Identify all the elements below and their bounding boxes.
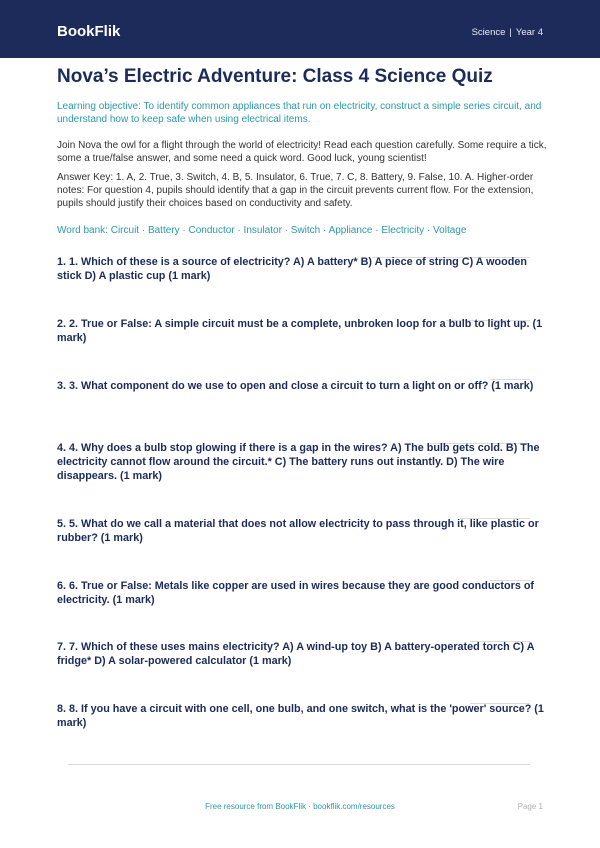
subject-year-label	[472, 27, 543, 39]
question-8: 8. 8. If you have a circuit with one cell, one bulb, and one switch, what is the 'power' source? (1 mark)	[57, 703, 544, 729]
word-bank: Word bank: Circuit · Battery · Conductor · Insulator · Switch · Appliance · Electricity · Voltage	[57, 225, 467, 236]
footer-credit[interactable]: Free resource from BookFlik · bookflik.com/resources	[205, 802, 395, 811]
intro-text: Join Nova the owl for a flight through the world of electricity! Read each question carefully. Some require a tick, some a true/false answer, and some need a quick word. Good luck, young scientist!	[57, 140, 547, 164]
brand-logo[interactable]: BookFlik	[57, 23, 121, 40]
subject-label: Science	[471, 27, 506, 38]
page-title: Nova’s Electric Adventure: Class 4 Science Quiz	[57, 66, 493, 87]
question-2: 2. 2. True or False: A simple circuit must be a complete, unbroken loop for a bulb to light up. (1 mark)	[57, 318, 543, 344]
footer-divider	[68, 764, 530, 765]
page-number: Page 1	[517, 802, 543, 811]
question-5: 5. 5. What do we call a material that does not allow electricity to pass through it, like plastic or rubber? (1 mark)	[57, 518, 539, 544]
question-7: 7. 7. Which of these uses mains electricity? A) A wind-up toy B) A battery-operated torch C) A fridge* D) A solar-powered calculator (1 mark)	[57, 641, 535, 667]
meta-separator: |	[509, 27, 512, 38]
year-label: Year 4	[515, 27, 543, 38]
learning-objective: Learning objective: To identify common appliances that run on electricity, construct a simple series circuit, and understand how to keep safe when using electrical items.	[57, 101, 542, 125]
question-4: 4. 4. Why does a bulb stop glowing if there is a gap in the wires? A) The bulb gets cold. B) The electricity cannot flow around the circuit.* C) The battery runs out instantly. D) The wire disappears. (1 mark)	[57, 442, 540, 482]
answer-key: Answer Key: 1. A, 2. True, 3. Switch, 4. B, 5. Insulator, 6. True, 7. C, 8. Battery, 9. False, 10. A. Higher-order notes: For question 4, pupils should identify that a gap in the circuit prevents current flow. For the extension, pupils should justify their choices based on conductivity and safety.	[57, 172, 534, 209]
question-6: 6. 6. True or False: Metals like copper are used in wires because they are good conductors of electricity. (1 mark)	[57, 580, 535, 606]
question-3: 3. 3. What component do we use to open and close a circuit to turn a light on or off? (1 mark)	[57, 380, 534, 392]
page-header	[0, 0, 600, 58]
question-1: 1. 1. Which of these is a source of electricity? A) A battery* B) A piece of string C) A wooden stick D) A plastic cup (1 mark)	[57, 256, 527, 282]
